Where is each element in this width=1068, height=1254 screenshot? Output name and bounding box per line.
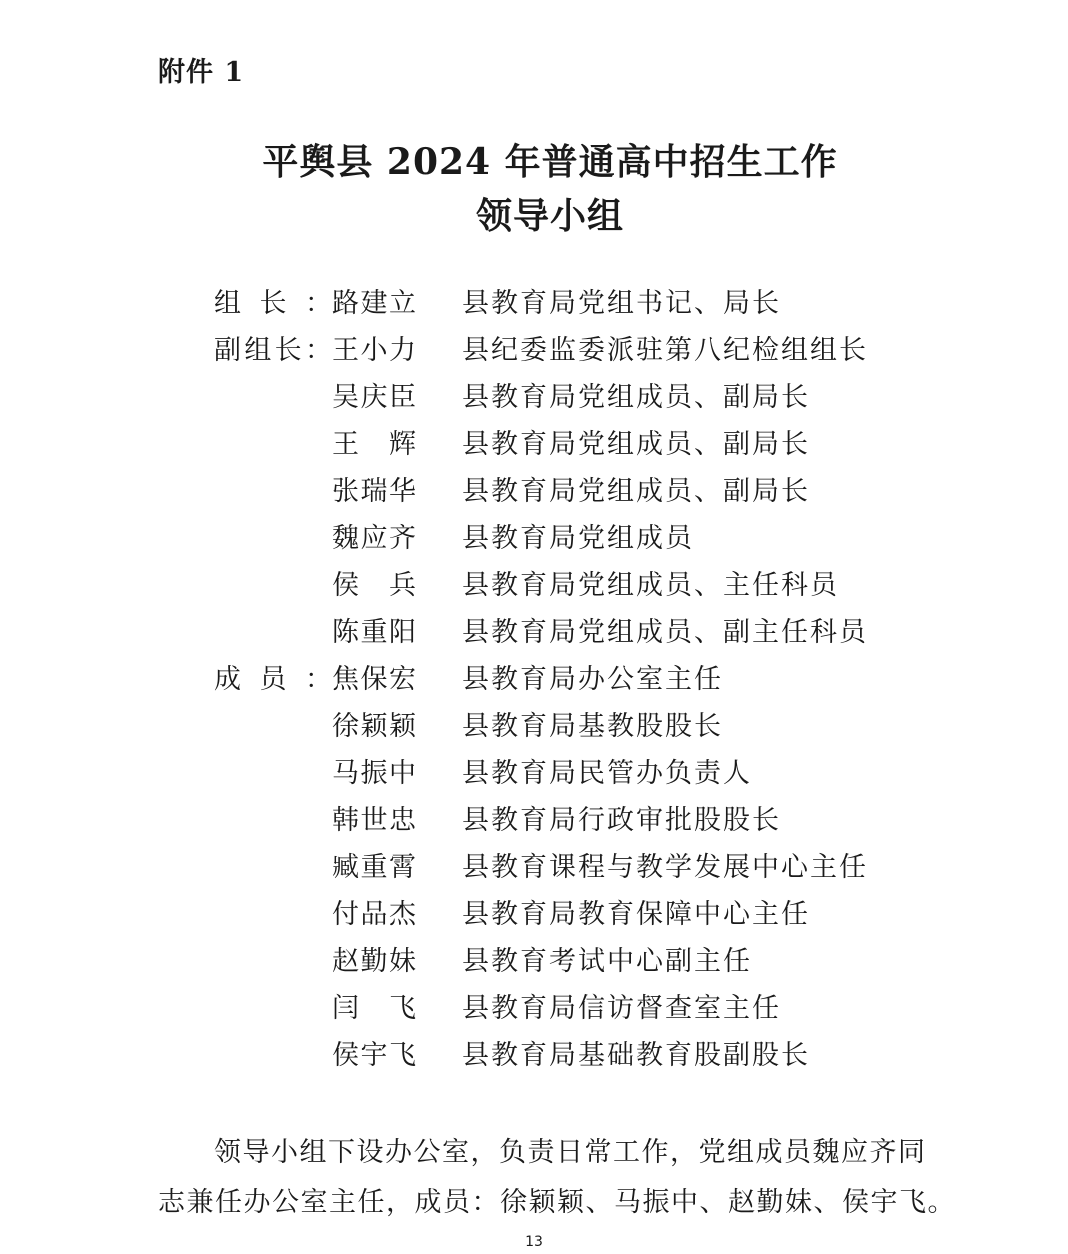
roster-role: 组长：: [214, 288, 332, 319]
document-title-line-1: 平舆县 2024 年普通高中招生工作: [262, 141, 838, 183]
roster-row: [214, 468, 914, 515]
roster-row: [214, 797, 914, 844]
roster-duty: 县教育局党组成员、副局长: [462, 429, 810, 460]
roster-duty: 县教育局办公室主任: [462, 664, 723, 695]
roster-name: 王辉: [332, 429, 416, 460]
roster-row: [214, 703, 914, 750]
roster-duty: 县教育局教育保障中心主任: [462, 899, 810, 930]
roster-name: 王小力: [332, 335, 416, 366]
roster-row: [214, 562, 914, 609]
office-note-line-2: 志兼任办公室主任，成员：徐颖颖、马振中、赵勤妹、侯宇飞。: [158, 1187, 956, 1218]
roster-row: [214, 280, 914, 327]
roster-name: 张瑞华: [332, 476, 416, 507]
office-note: [158, 1128, 956, 1228]
roster-row: [214, 938, 914, 985]
roster-row: [214, 985, 914, 1032]
roster-duty: 县纪委监委派驻第八纪检组组长: [462, 335, 868, 366]
roster-duty: 县教育局信访督查室主任: [462, 993, 781, 1024]
roster-row: [214, 656, 914, 703]
roster-name: 付品杰: [332, 899, 416, 930]
roster-name: 陈重阳: [332, 617, 416, 648]
roster-name: 路建立: [332, 288, 416, 319]
roster-name: 侯宇飞: [332, 1040, 416, 1071]
member-roster: [214, 280, 914, 1079]
roster-row: [214, 891, 914, 938]
roster-duty: 县教育局党组成员: [462, 523, 694, 554]
roster-duty: 县教育局党组书记、局长: [462, 288, 781, 319]
roster-name: 侯兵: [332, 570, 416, 601]
roster-name: 马振中: [332, 758, 416, 789]
attachment-label: 附件 1: [158, 57, 245, 88]
roster-duty: 县教育考试中心副主任: [462, 946, 752, 977]
roster-row: [214, 844, 914, 891]
roster-role: 成员：: [214, 664, 332, 695]
roster-row: [214, 1032, 914, 1079]
roster-role: 副组长：: [214, 335, 332, 366]
roster-row: [214, 421, 914, 468]
roster-row: [214, 515, 914, 562]
roster-name: 韩世忠: [332, 805, 416, 836]
roster-name: 闫飞: [332, 993, 416, 1024]
roster-duty: 县教育局行政审批股股长: [462, 805, 781, 836]
roster-duty: 县教育局基础教育股副股长: [462, 1040, 810, 1071]
roster-duty: 县教育局基教股股长: [462, 711, 723, 742]
roster-name: 徐颖颖: [332, 711, 416, 742]
roster-name: 焦保宏: [332, 664, 416, 695]
document-title-line-2: 领导小组: [475, 195, 624, 237]
page-number: 13: [525, 1234, 543, 1250]
roster-duty: 县教育局党组成员、副局长: [462, 476, 810, 507]
roster-row: [214, 750, 914, 797]
roster-row: [214, 374, 914, 421]
roster-duty: 县教育局党组成员、副主任科员: [462, 617, 868, 648]
roster-row: [214, 327, 914, 374]
office-note-line-1: 领导小组下设办公室，负责日常工作，党组成员魏应齐同: [214, 1137, 927, 1168]
roster-duty: 县教育局党组成员、副局长: [462, 382, 810, 413]
roster-name: 魏应齐: [332, 523, 416, 554]
roster-row: [214, 609, 914, 656]
roster-duty: 县教育课程与教学发展中心主任: [462, 852, 868, 883]
roster-duty: 县教育局党组成员、主任科员: [462, 570, 839, 601]
roster-name: 赵勤妹: [332, 946, 416, 977]
roster-duty: 县教育局民管办负责人: [462, 758, 752, 789]
roster-name: 吴庆臣: [332, 382, 416, 413]
roster-name: 臧重霄: [332, 852, 416, 883]
